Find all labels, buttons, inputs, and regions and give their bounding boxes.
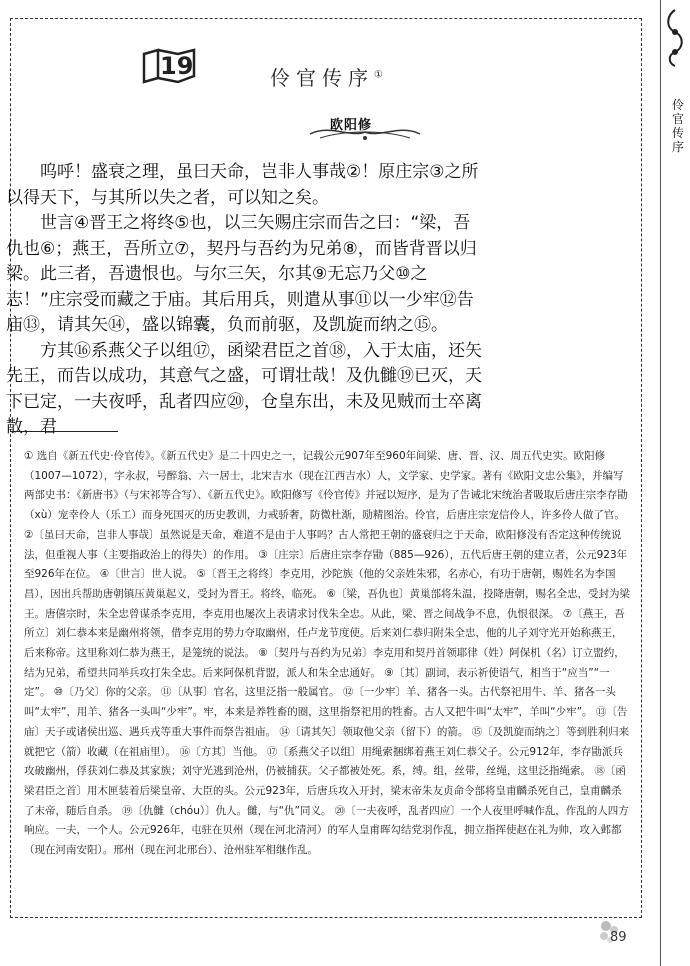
lesson-title-text: 伶官传序 [270,66,374,90]
margin-rule [660,0,661,966]
paragraph-1: 呜呼！盛衰之理，虽曰天命，岂非人事哉②！原庄宗③之所以得天下，与其所以失之者，可以知之矣。 [6,162,479,208]
author-name: 欧阳修 [330,118,373,133]
footnotes [24,447,632,861]
side-tab-title: 伶官传序 [671,98,684,154]
footnote-divider [10,431,118,432]
paragraph-2: 世言④晋王之将终⑤也，以三矢赐庄宗而告之曰：“梁，吾仇也⑥；燕王，吾所立⑦，契丹与吾约为兄弟⑧，而皆背晋以归梁。此三者，吾遗恨也。与尔三矢，尔其⑨无忘乃父⑩之志！”庄宗受而藏之于庙。其后用兵，则遣从事⑪以一少牢⑫告庙⑬，请其矢⑭，盛以锦囊，负而前驱，及凯旋而纳之⑮。 [6,213,477,335]
title-note-mark: ① [374,69,383,81]
main-text [6,160,482,441]
page-number: 89 [610,930,627,945]
paragraph-3: 方其⑯系燕父子以组⑰，函梁君臣之首⑱，入于太庙，还矢先王，而告以成功，其意气之盛，可谓壮哉！及仇雠⑲已灭，天下已定，一夫夜呼，乱者四应⑳，仓皇东出，未及见贼而士卒离散，君 [6,340,482,437]
chapter-number: 19 [160,52,194,80]
lesson-title [270,62,383,91]
chapter-number-badge [138,44,200,88]
footnote-text: ① 选自《新五代史·伶官传》。《新五代史》是二十四史之一，记载公元907年至960年间梁、唐、晋、汉、周五代史实。欧阳修（1007—1072），字永叔，号醉翁、六一居士，北宋吉水（现在江西吉水）人，文学家、史学家。著有《欧阳文忠公集》，并编写两部史书：《新唐书》（与宋祁等合写）、《新五代史》。欧阳修写《伶官传》并冠以短序，是为了告诫北宋统治者吸取后唐庄宗李存勖（xù）宠幸伶人（乐工）而身死国灭的历史教训，力戒骄奢，防微杜渐，励精图治。伶官，后唐庄宗宠信伶人，许多伶人做了官。 ②〔虽曰天命，岂非人事哉〕虽然说是天命，难道不是由于人事吗？古人常把王朝的盛衰归之于天命，欧阳修没有否定这种传统说法，但重视人事（主要指政治上的得失）的作用。 ③〔庄宗〕后唐庄宗李存勖（885—926），五代后唐王朝的建立者，公元923年至926年在位。 ④〔世言〕世人说。 ⑤〔晋王之将终〕李克用，沙陀族（他的父亲姓朱邪，名赤心，有功于唐朝，赐姓名为李国昌），因出兵帮助唐朝镇压黄巢起义，受封为晋王。将终，临死。 ⑥〔梁，吾仇也〕黄巢部将朱温，投降唐朝，赐名全忠，受封为梁王。唐僖宗时，朱全忠曾谋杀李克用，李克用也屡次上表请求讨伐朱全忠。从此，梁、晋之间战争不息，仇恨很深。 ⑦〔燕王，吾所立〕刘仁恭本来是幽州将领，借李克用的势力夺取幽州，任卢龙节度使。后来刘仁恭归附朱全忠，他的儿子刘守光开始称燕王，后来称帝。这里称刘仁恭为燕王，是笼统的说法。 ⑧〔契丹与吾约为兄弟〕李克用和契丹首领耶律（姓）阿保机（名）订立盟约，结为兄弟，希望共同举兵攻打朱全忠。后来阿保机背盟，派人和朱全忠通好。 ⑨〔其〕副词，表示祈使语气，相当于“应当”“一定”。 ⑩〔乃父〕你的父亲。 ⑪〔从事〕官名，这里泛指一般属官。 ⑫〔一少牢〕羊、猪各一头。古代祭祀用牛、羊、猪各一头叫“太牢”，用羊、猪各一头叫“少牢”。牢，本来是养牲畜的圈，这里指祭祀用的牲畜。古人又把牛叫“太牢”，羊叫“少牢”。 ⑬〔告庙〕天子或诸侯出巡、遇兵戎等重大事件而祭告祖庙。 ⑭〔请其矢〕领取他父亲（留下）的箭。 ⑮〔及凯旋而纳之〕等到胜利归来就把它（箭）收藏（在祖庙里）。 ⑯〔方其〕当他。 ⑰〔系燕父子以组〕用绳索捆绑着燕王刘仁恭父子。公元912年，李存勖派兵攻破幽州，俘获刘仁恭及其家族；刘守光逃到沧州，仍被捕获。父子都被处死。系，缚。组，丝带，丝绳，这里泛指绳索。 ⑱〔函梁君臣之首〕用木匣装着后梁皇帝、大臣的头。公元923年，后唐兵攻入开封，梁末帝朱友贞命令部将皇甫麟杀死自己，皇甫麟杀了末帝，随后自杀。 ⑲〔仇雠（chóu）〕仇人。雠，与“仇”同义。 ⑳〔一夫夜呼，乱者四应〕一个人夜里呼喊作乱，作乱的人四方响应。一夫，一个人。公元926年，屯驻在贝州（现在河北清河）的军人皇甫晖勾结党羽作乱，拥立指挥使赵在礼为帅，攻入邺都（现在河南安阳）。邢州（现在河北邢台）、沧州驻军相继作乱。 [24,450,630,857]
scroll-ornament-icon [662,8,688,68]
author-block [290,108,440,144]
